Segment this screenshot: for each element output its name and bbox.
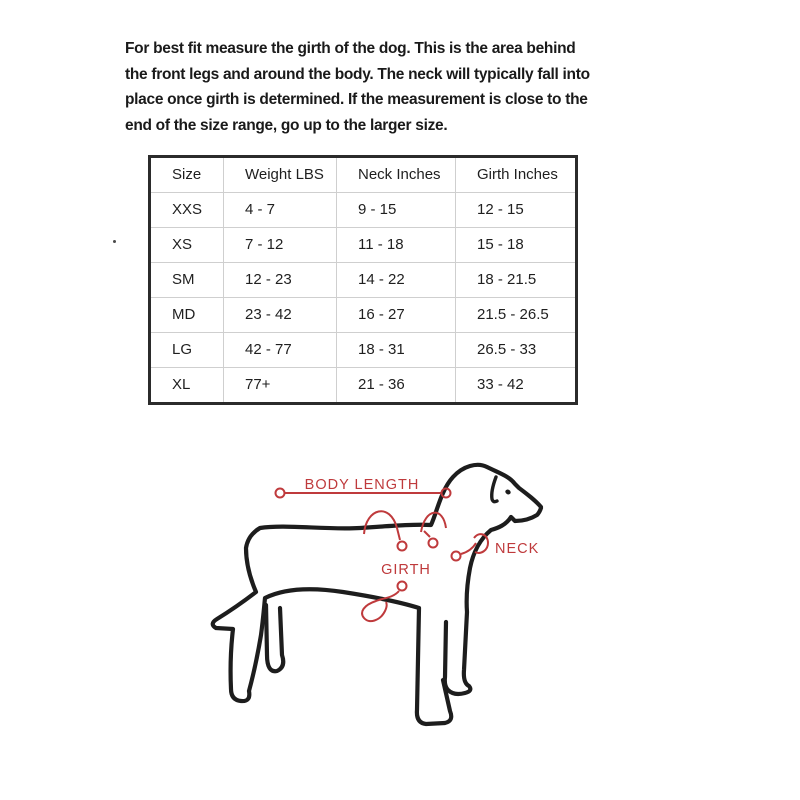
cell-weight: 12 - 23 — [223, 263, 336, 297]
table-row — [151, 262, 575, 297]
cell-size: XL — [172, 376, 191, 393]
cell-neck: 16 - 27 — [336, 298, 455, 332]
table-header-row — [151, 158, 575, 192]
intro-line: place once girth is determined. If the measurement is close to the — [125, 91, 588, 108]
cell-neck: 9 - 15 — [336, 193, 455, 227]
intro-line: For best fit measure the girth of the dog. This is the area behind — [125, 40, 576, 57]
body-length-label: BODY LENGTH — [304, 477, 420, 493]
neck-endpoint-circle — [452, 552, 461, 561]
cell-neck: 14 - 22 — [336, 263, 455, 297]
body-length-endpoint-left — [276, 489, 285, 498]
cell-neck: 11 - 18 — [336, 228, 455, 262]
cell-neck: 18 - 31 — [336, 333, 455, 367]
column-header-size: Size — [172, 166, 202, 183]
table-row — [151, 297, 575, 332]
column-header-neck: Neck Inches — [336, 158, 455, 192]
cell-girth: 33 - 42 — [455, 368, 575, 402]
cell-weight: 4 - 7 — [223, 193, 336, 227]
dog-diagram-svg — [185, 440, 615, 760]
size-chart-table — [148, 155, 578, 405]
cell-size: XXS — [172, 201, 203, 218]
table-row — [151, 227, 575, 262]
intro-line: the front legs and around the body. The neck will typically fall into — [125, 65, 590, 83]
cell-weight: 42 - 77 — [223, 333, 336, 367]
intro-line: end of the size range, go up to the larger size. — [125, 116, 448, 134]
cell-weight: 23 - 42 — [223, 298, 336, 332]
girth-endpoint-circle — [398, 582, 407, 591]
cell-girth: 21.5 - 26.5 — [455, 298, 575, 332]
intro-paragraph — [125, 36, 590, 138]
cell-neck: 21 - 36 — [336, 368, 455, 402]
table-row — [151, 367, 575, 402]
cell-girth: 18 - 21.5 — [455, 263, 575, 297]
cell-size: MD — [172, 306, 196, 323]
table-row — [151, 192, 575, 227]
neck-label: NECK — [495, 541, 540, 557]
cell-girth: 12 - 15 — [455, 193, 575, 227]
cell-size: XS — [172, 236, 193, 253]
cell-girth: 15 - 18 — [455, 228, 575, 262]
dog-measurement-diagram — [185, 440, 615, 760]
girth-connector — [424, 531, 430, 537]
table-row — [151, 332, 575, 367]
column-header-weight: Weight LBS — [223, 158, 336, 192]
girth-endpoint-circle — [429, 539, 438, 548]
column-header-girth: Girth Inches — [455, 158, 575, 192]
girth-label: GIRTH — [381, 562, 431, 578]
cell-girth: 26.5 - 33 — [455, 333, 575, 367]
dog-eye — [504, 489, 511, 496]
dog-outline — [213, 465, 541, 724]
cell-weight: 7 - 12 — [223, 228, 336, 262]
girth-endpoint-circle — [398, 542, 407, 551]
stray-period-mark — [113, 240, 116, 243]
cell-size: SM — [172, 271, 195, 288]
cell-weight: 77+ — [223, 368, 336, 402]
cell-size: LG — [172, 341, 193, 358]
